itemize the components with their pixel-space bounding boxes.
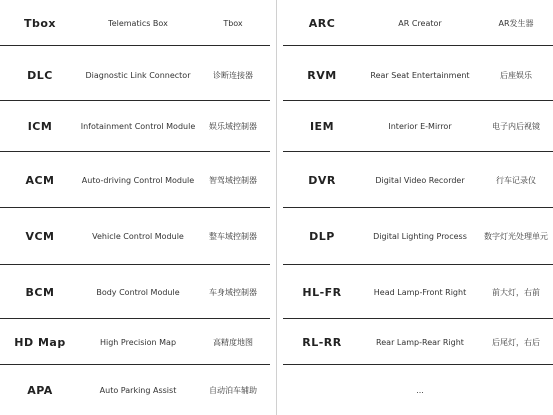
abbreviation: ICM <box>27 120 53 133</box>
row-separator <box>283 364 553 365</box>
row-separator <box>0 151 270 152</box>
chinese-name: 高精度地图 <box>213 337 253 347</box>
table-row <box>283 104 553 149</box>
chinese-name: 整车域控制器 <box>209 231 257 241</box>
chinese-name: AR发生器 <box>498 18 534 28</box>
full-name: Digital Video Recorder <box>375 175 465 185</box>
table-row <box>0 211 270 261</box>
full-name: Interior E-Mirror <box>388 122 452 131</box>
abbreviation: DLP <box>309 229 335 243</box>
column-divider <box>276 0 277 415</box>
chinese-name: 娱乐域控制器 <box>209 122 257 131</box>
row-separator <box>0 207 270 208</box>
abbreviation: BCM <box>25 285 55 299</box>
full-name: Head Lamp-Front Right <box>373 287 467 297</box>
chinese-name: 前大灯，右前 <box>492 287 540 297</box>
right-glossary-table <box>283 0 553 415</box>
abbreviation: ACM <box>25 173 55 187</box>
full-name: Vehicle Control Module <box>92 231 184 241</box>
chinese-name: 诊断连接器 <box>213 70 253 80</box>
full-name: Rear Seat Entertainment <box>370 70 470 80</box>
row-separator <box>283 100 553 101</box>
full-name: Auto Parking Assist <box>99 385 177 395</box>
row-separator <box>0 45 270 46</box>
chinese-name: 后尾灯，右后 <box>492 337 540 347</box>
full-name: Infotainment Control Module <box>80 122 196 131</box>
chinese-name: 后座娱乐 <box>500 70 532 80</box>
chinese-name: 行车记录仪 <box>496 175 536 185</box>
full-name: Auto-driving Control Module <box>81 175 195 185</box>
table-row <box>283 268 553 316</box>
table-row <box>283 155 553 205</box>
chinese-name: 智驾域控制器 <box>209 175 257 185</box>
row-separator <box>283 151 553 152</box>
table-row <box>0 104 270 149</box>
table-row <box>0 368 270 412</box>
row-separator <box>0 364 270 365</box>
table-row <box>0 322 270 362</box>
row-separator <box>0 100 270 101</box>
abbreviation: DLC <box>27 68 53 82</box>
row-separator <box>283 318 553 319</box>
full-name: Digital Lighting Process <box>373 231 467 241</box>
row-separator <box>0 264 270 265</box>
table-row <box>0 2 270 44</box>
table-row <box>283 368 553 412</box>
abbreviation: HD Map <box>14 335 66 349</box>
table-row <box>283 2 553 44</box>
ellipsis: ... <box>416 385 424 395</box>
chinese-name: 车身域控制器 <box>209 287 257 297</box>
abbreviation: APA <box>27 383 53 397</box>
abbreviation: VCM <box>25 229 55 243</box>
row-separator <box>283 207 553 208</box>
left-glossary-table <box>0 0 270 415</box>
abbreviation: ARC <box>308 16 336 30</box>
full-name: Body Control Module <box>96 287 180 297</box>
abbreviation: Tbox <box>23 16 57 30</box>
chinese-name: Tbox <box>223 18 243 28</box>
full-name: AR Creator <box>398 18 442 28</box>
abbreviation: RL-RR <box>302 335 342 349</box>
row-separator <box>283 45 553 46</box>
full-name: Rear Lamp-Rear Right <box>376 337 464 347</box>
table-row <box>283 211 553 261</box>
abbreviation: IEM <box>309 120 335 133</box>
chinese-name: 自动泊车辅助 <box>209 385 257 395</box>
row-separator <box>283 264 553 265</box>
abbreviation: RVM <box>307 68 337 82</box>
table-row <box>0 155 270 205</box>
abbreviation: HL-FR <box>302 285 342 299</box>
abbreviation: DVR <box>308 173 336 187</box>
chinese-name: 数字灯光处理单元 <box>484 231 548 241</box>
row-separator <box>0 318 270 319</box>
table-row <box>283 322 553 362</box>
table-row <box>0 50 270 100</box>
chinese-name: 电子内后视镜 <box>492 122 540 131</box>
full-name: Diagnostic Link Connector <box>85 70 191 80</box>
table-row <box>283 50 553 100</box>
table-row <box>0 268 270 316</box>
full-name: High Precision Map <box>99 337 177 347</box>
full-name: Telematics Box <box>108 18 168 28</box>
